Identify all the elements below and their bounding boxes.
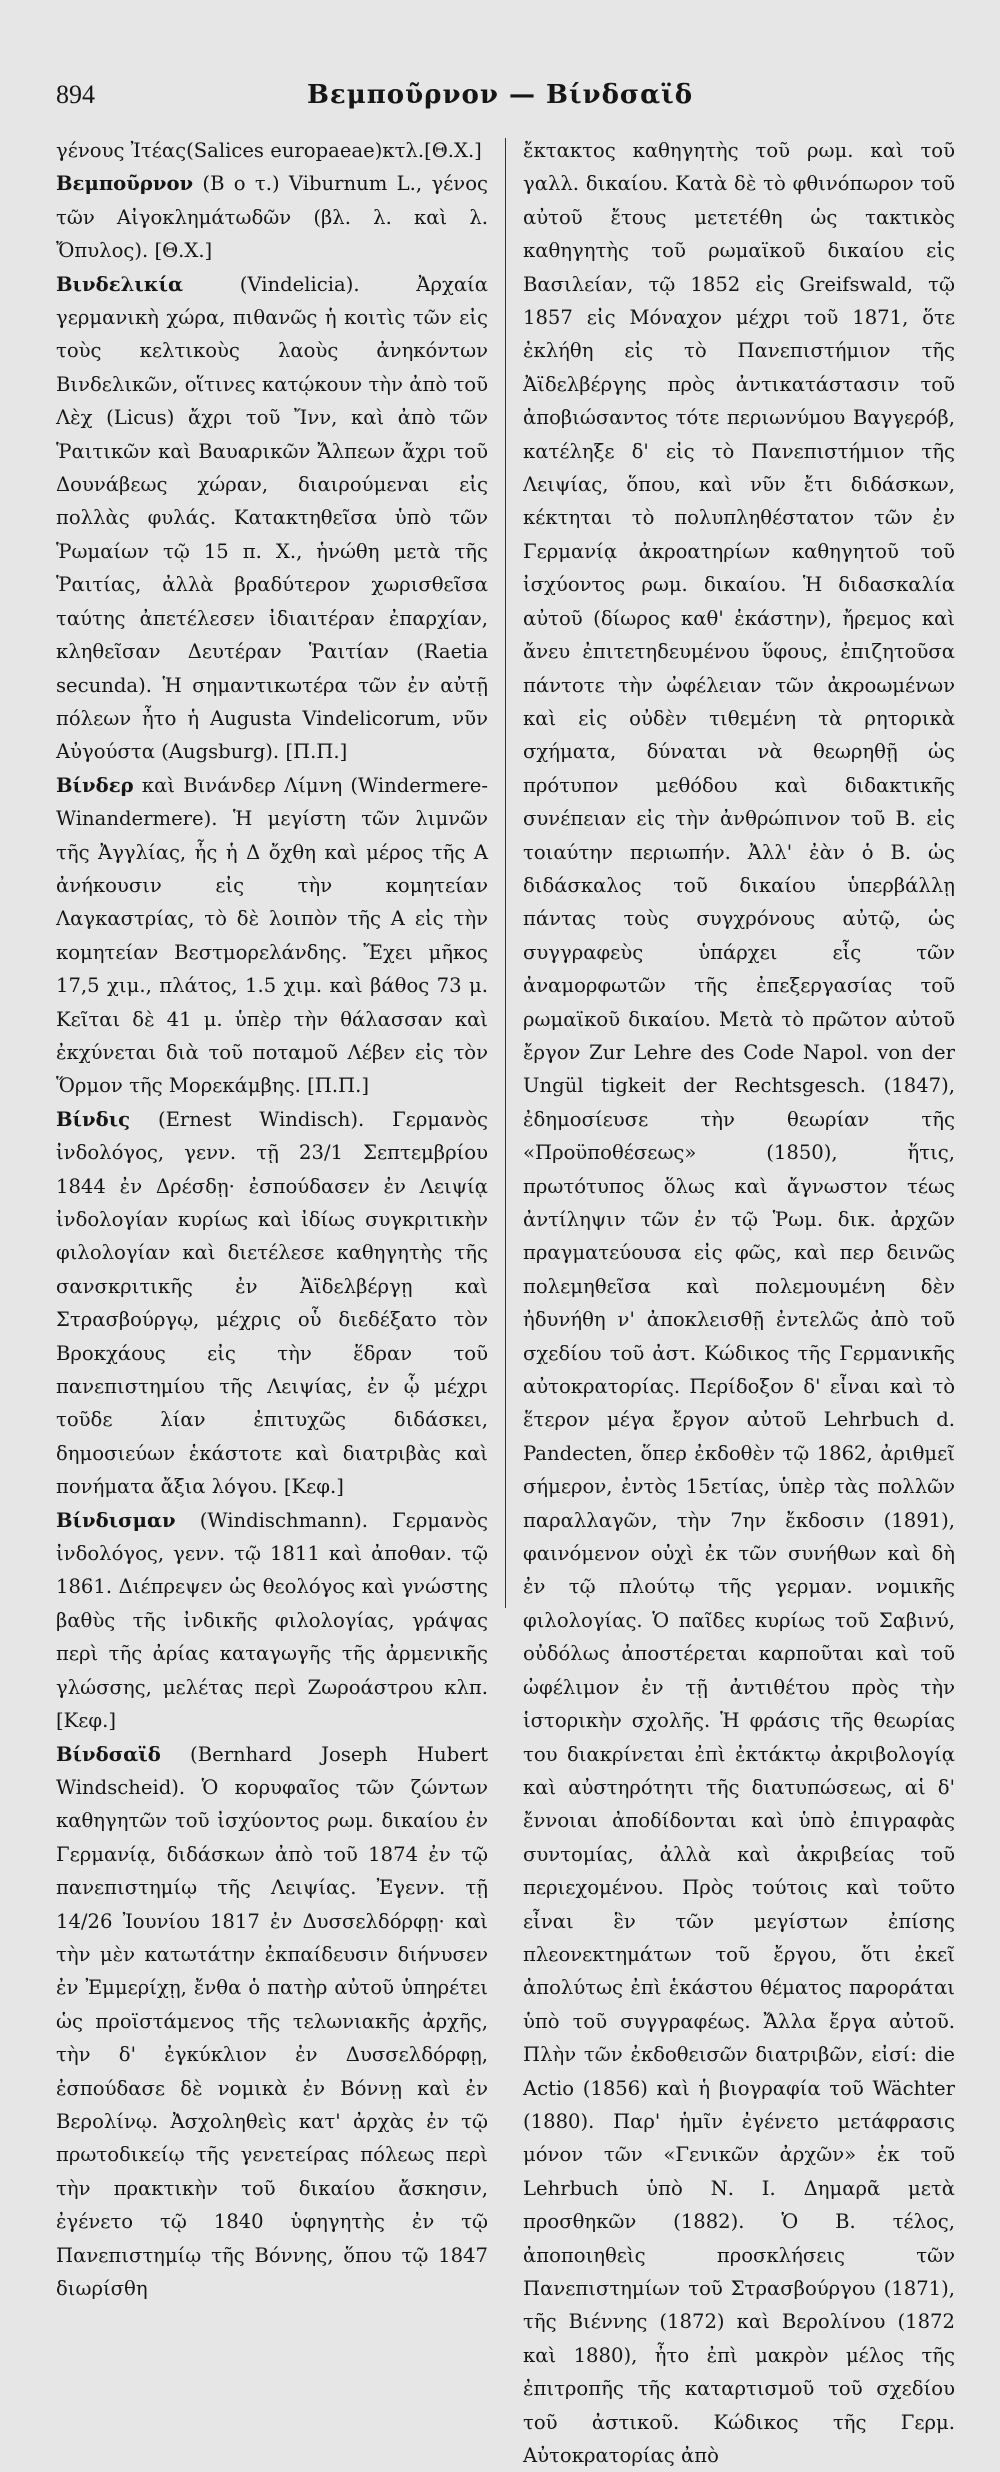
- entry-text: (Ernest Windisch). Γερμανὸς ἰνδολόγος, γενν. τῇ 23/1 Σεπτεμβρίου 1844 ἐν Δρέσδῃ· ἐσπούδασεν ἐν Λειψίᾳ ἰνδολογίαν κυρίως καὶ ἰδίως συγκριτικὴν φιλολογίαν καὶ διετέλεσε καθηγητὴς τῆς σανσκριτικῆς ἐν Ἀϊδελβέργῃ καὶ Στρασβούργῳ, μέχρις οὗ διεδέξατο τὸν Βροκχάους εἰς τὴν ἕδραν τοῦ πανεπιστημίου τῆς Λειψίας, ἐν ᾧ μέχρι τοῦδε λίαν ἐπιτυχῶς διδάσκει, δημοσιεύων ἑκάστοτε καὶ διατριβὰς καὶ πονήματα ἄξια λόγου. [Κεφ.]: [56, 1107, 488, 1499]
- left-column: [56, 134, 488, 2300]
- entry-text: (Windischmann). Γερμανὸς ἰνδολόγος, γενν. τῷ 1811 καὶ ἀποθαν. τῷ 1861. Διέπρεψεν ὡς θεολόγος καὶ γνώστης βαθὺς τῆς ἰνδικῆς φιλολογίας, γράψας περὶ τῆς ἀρίας καταγωγῆς τῆς ἀρμενικῆς γλώσσης, μελέτας περὶ Ζωροάστρου κλπ. [Κεφ.]: [56, 1508, 488, 1733]
- page-header: [0, 0, 1000, 120]
- entry-text: (Β ο τ.) Viburnum L., γένος τῶν Αἰγοκλημάτωδῶν (βλ. λ. καὶ λ. Ὄπυλος). [Θ.Χ.]: [56, 172, 488, 263]
- entry-text: καὶ Βινάνδερ Λίμνη (Windermere-Winandermere). Ἡ μεγίστη τῶν λιμνῶν τῆς Ἀγγλίας, ἧς ἡ Δ ὄχθη καὶ μέρος τῆς Α ἀνήκουσιν εἰς τὴν κομητείαν Λαγκαστρίας, τὸ δὲ λοιπὸν τῆς Α εἰς τὴν κομητείαν Βεστμορελάνδης. Ἔχει μῆκος 17,5 χιμ., πλάτος, 1.5 χιμ. καὶ βάθος 73 μ. Κεῖται δὲ 41 μ. ὑπὲρ τὴν θάλασσαν καὶ ἐκχύνεται διὰ τοῦ ποταμοῦ Λέβεν εἰς τὸν Ὅρμον τῆς Μορεκάμβης. [Π.Π.]: [56, 773, 488, 1098]
- dictionary-entry: [523, 134, 955, 2472]
- entry-headword: Βίνδισμαν: [56, 1508, 176, 1532]
- entry-text: (Bernhard Joseph Hubert Windscheid). Ὁ κορυφαῖος τῶν ζώντων καθηγητῶν τοῦ ἰσχύοντος ρωμ. δικαίου ἐν Γερμανίᾳ, διδάσκων ἀπὸ τοῦ 1874 ἐν τῷ πανεπιστημίῳ τῆς Λειψίας. Ἐγενν. τῇ 14/26 Ἰουνίου 1817 ἐν Δυσσελδόρφῃ· καὶ τὴν μὲν κατωτάτην ἐκπαίδευσιν διήνυσεν ἐν Ἐμμερίχῃ, ἔνθα ὁ πατὴρ αὐτοῦ ὑπηρέτει ὡς προϊστάμενος τῆς τελωνιακῆς ἀρχῆς, τὴν δ' ἐγκύκλιον ἐν Δυσσελδόρφῃ, ἐσπούδασε δὲ νομικὰ ἐν Βόννῃ καὶ ἐν Βερολίνῳ. Ἀσχοληθεὶς κατ' ἀρχὰς ἐν τῷ πρωτοδικείῳ τῆς γενετείρας πόλεως περὶ τὴν πρακτικὴν τοῦ δικαίου ἄσκησιν, ἐγένετο τῷ 1840 ὑφηγητὴς ἐν τῷ Πανεπιστημίῳ τῆς Βόννης, ὅπου τῷ 1847 διωρίσθη: [56, 1742, 488, 2300]
- dictionary-entry: [56, 268, 488, 769]
- dictionary-entry: [56, 1103, 488, 1504]
- entry-text: (Vindelicia). Ἀρχαία γερμανικὴ χώρα, πιθανῶς ἡ κοιτὶς τῶν εἰς τοὺς κελτικοὺς λαοὺς ἀνηκόντων Βινδελικῶν, οἵτινες κατῴκουν τὴν ἀπὸ τοῦ Λὲχ (Licus) ἄχρι τοῦ Ἴνν, καὶ ἀπὸ τῶν Ῥαιτικῶν καὶ Βαυαρικῶν Ἄλπεων ἄχρι τοῦ Δουνάβεως χώραν, διαιρούμεναι εἰς πολλὰς φυλάς. Κατακτηθεῖσα ὑπὸ τῶν Ῥωμαίων τῷ 15 π. Χ., ἡνώθη μετὰ τῆς Ῥαιτίας, ἀλλὰ βραδύτερον χωρισθεῖσα ταύτης ἀπετέλεσεν ἰδιαιτέραν ἐπαρχίαν, κληθεῖσαν Δευτέραν Ῥαιτίαν (Raetia secunda). Ἡ σημαντικωτέρα τῶν ἐν αὐτῇ πόλεων ἦτο ἡ Augusta Vindelicorum, νῦν Αὐγούστα (Augsburg). [Π.Π.]: [56, 272, 488, 764]
- entry-headword: Βίνδσαϊδ: [56, 1742, 161, 1766]
- entry-headword: Βίνδερ: [56, 773, 134, 797]
- entry-headword: Βεμποῦρνον: [56, 172, 194, 196]
- dictionary-entry: [56, 1738, 488, 2306]
- dictionary-entry: [56, 769, 488, 1103]
- entry-text: γένους Ἰτέας(Salices europaeae)κτλ.[Θ.Χ.]: [56, 139, 482, 162]
- right-column: [523, 134, 955, 2468]
- running-head: Βεμποῦρνον — Βίνδσαϊδ: [306, 80, 694, 110]
- dictionary-entry: [56, 1504, 488, 1738]
- column-divider: [505, 138, 506, 1608]
- entry-text: ἔκτακτος καθηγητὴς τοῦ ρωμ. καὶ τοῦ γαλλ. δικαίου. Κατὰ δὲ τὸ φθινόπωρον τοῦ αὐτοῦ ἔτους μετετέθη ὡς τακτικὸς καθηγητὴς τοῦ ρωμαϊκοῦ δικαίου εἰς Βασιλείαν, τῷ 1852 εἰς Greifswald, τῷ 1857 εἰς Μόναχον μέχρι τοῦ 1871, ὅτε ἐκλήθη εἰς τὸ Πανεπιστήμιον τῆς Ἀϊδελβέργης πρὸς ἀντικατάστασιν τοῦ ἀποβιώσαντος τότε περιωνύμου Βαγγερόβ, κατέληξε δ' εἰς τὸ Πανεπιστήμιον τῆς Λειψίας, ὅπου, καὶ νῦν ἔτι διδάσκων, κέκτηται τὸ πολυπληθέστατον τῶν ἐν Γερμανίᾳ ἀκροατηρίων καθηγητοῦ τοῦ ἰσχύοντος ρωμ. δικαίου. Ἡ διδασκαλία αὐτοῦ (δίωρος καθ' ἑκάστην), ἤρεμος καὶ ἄνευ ἐπιτετηδευμένου ὕφους, ἐπιζητοῦσα πάντοτε τὴν ὠφέλειαν τῶν ἀκροωμένων καὶ εἰς οὐδὲν τιθεμένη τὰ ρητορικὰ σχήματα, δύναται νὰ θεωρηθῇ ὡς πρότυπον μεθόδου καὶ διδακτικῆς συνέπειαν εἰς τὴν ἀνθρώπινον τοῦ Β. εἰς τοιαύτην περιωπήν. Ἀλλ' ἐὰν ὁ Β. ὡς διδάσκαλος τοῦ δικαίου ὑπερβάλλῃ πάντας τοὺς συγχρόνους αὐτῷ, ὡς συγγραφεὺς ὑπάρχει εἷς τῶν ἀναμορφωτῶν τῆς ἐπεξεργασίας τοῦ ρωμαϊκοῦ δικαίου. Μετὰ τὸ πρῶτον αὐτοῦ ἔργον Zur Lehre des Code Napol. von der Ungül tigkeit der Rechtsgesch. (1847), ἐδημοσίευσε τὴν θεωρίαν τῆς «Προϋποθέσεως» (1850), ἥτις, πρωτότυπος ὅλως καὶ ἄγνωστον τέως ἀντίληψιν τῶν ἐν τῷ Ῥωμ. δικ. ἀρχῶν πραγματεύουσα εἰς φῶς, καὶ περ δεινῶς πολεμηθεῖσα καὶ πολεμουμένη δὲν ἠδυνήθη ν' ἀποκλεισθῇ ἐντελῶς ἀπὸ τοῦ σχεδίου τοῦ ἀστ. Κώδικος τῆς Γερμανικῆς αὐτοκρατορίας. Περίδοξον δ' εἶναι καὶ τὸ ἕτερον μέγα ἔργον αὐτοῦ Lehrbuch d. Pandecten, ὅπερ ἐκδοθὲν τῷ 1862, ἀριθμεῖ σήμερον, ἐντὸς 15ετίας, ὑπὲρ τὰς πολλῶν παραλλαγῶν, τὴν 7ην ἔκδοσιν (1891), φαινόμενον οὐχὶ ἐκ τῶν συνήθων καὶ δὴ ἐν τῷ πλούτῳ τῆς γερμαν. νομικῆς φιλολογίας. Ὁ παῖδες κυρίως τοῦ Σαβινύ, οὐδόλως ἀποστέρεται καρποῦται καὶ τοῦ ὠφέλιμον ἐν τῇ ἀντιθέτου πρὸς τὴν ἱστορικὴν σχολῆς. Ἡ φράσις τῆς θεωρίας του διακρίνεται ἐπὶ ἐκτάκτῳ ἀκριβολογίᾳ καὶ αὐστηρότητι τῆς διατυπώσεως, αἱ δ' ἔννοιαι ἀποδίδονται καὶ ὑπὸ ἐπιγραφὰς συντομίας, ἀλλὰ καὶ ἀκριβείας τοῦ περιεχομένου. Πρὸς τούτοις καὶ τοῦτο εἶναι ἓν τῶν μεγίστων ἐπίσης πλεονεκτημάτων τοῦ ἔργου, ὅτι ἐκεῖ ἀπολύτως ἐπὶ ἑκάστου θέματος παροράται ὑπὸ τοῦ συγγραφέως. Ἄλλα ἔργα αὐτοῦ. Πλὴν τῶν ἐκδοθεισῶν διατριβῶν, εἰσί: die Actio (1856) καὶ ἡ βιογραφία τοῦ Wächter (1880). Παρ' ἡμῖν ἐγένετο μετάφρασις μόνον τῶν «Γενικῶν ἀρχῶν» ἐκ τοῦ Lehrbuch ὑπὸ Ν. Ι. Δημαρᾶ μετὰ προσθηκῶν (1882). Ὁ Β. τέλος, ἀποποιηθεὶς προσκλήσεις τῶν Πανεπιστημίων τοῦ Στρασβούργου (1871), τῆς Βιέννης (1872) καὶ Βερολίνου (1872 καὶ 1880), ἦτο ἐπὶ μακρὸν μέλος τῆς ἐπιτροπῆς τῆς καταρτισμοῦ τοῦ σχεδίου τοῦ ἀστικοῦ. Κώδικος τῆς Γερμ. Αὐτοκρατορίας ἀπὸ: [523, 139, 955, 2468]
- dictionary-entry: [56, 134, 488, 167]
- entry-headword: Βίνδις: [56, 1107, 131, 1131]
- page-number: 894: [56, 80, 95, 109]
- entry-headword: Βινδελικία: [56, 272, 184, 296]
- dictionary-entry: [56, 167, 488, 267]
